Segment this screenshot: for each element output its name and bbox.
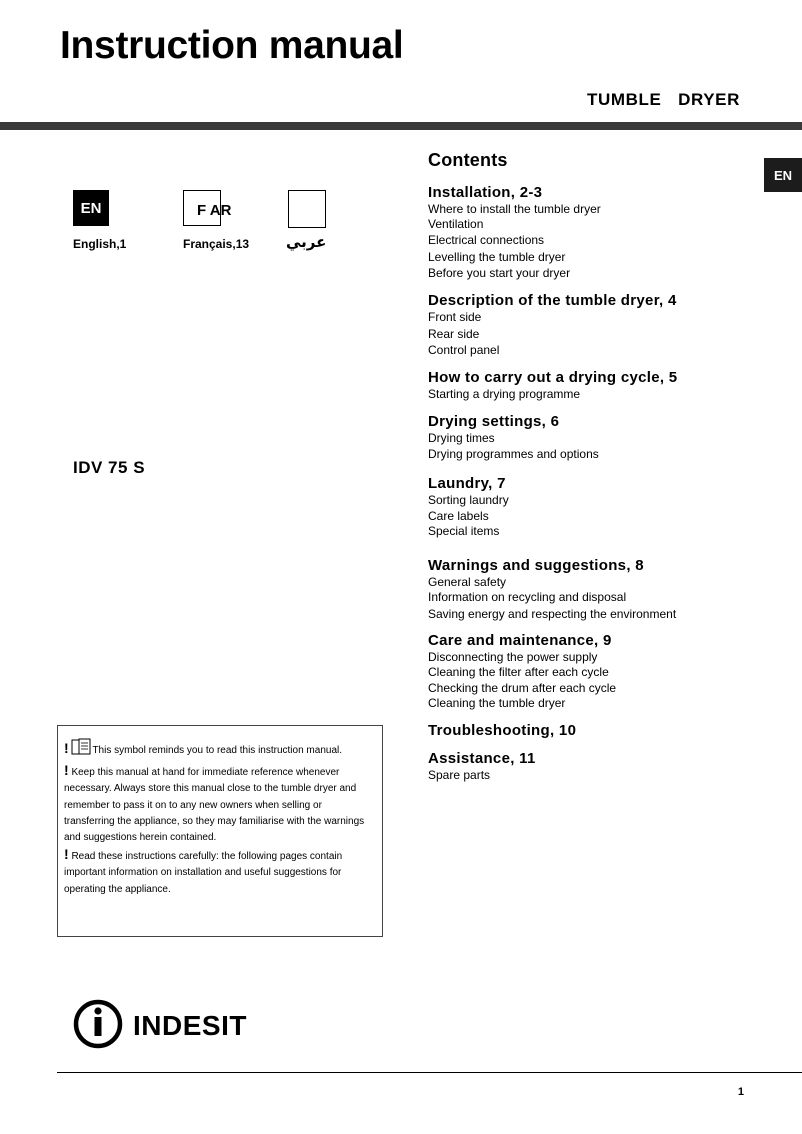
notice-box [57, 725, 383, 937]
toc-heading[interactable]: Warnings and suggestions, 8 [428, 556, 644, 574]
toc-item[interactable]: Disconnecting the power supply [428, 649, 598, 664]
table-of-contents [428, 150, 768, 792]
header-divider [0, 122, 802, 130]
warning-mark: ! [64, 740, 69, 756]
toc-section-drying-settings [428, 412, 768, 463]
toc-heading[interactable]: Laundry, 7 [428, 475, 506, 493]
notice-text: Read these instructions carefully: the following pages contain important information on installation and useful suggestions for operating the appliance. [64, 851, 343, 895]
product-type: TUMBLE DRYER [587, 90, 740, 109]
toc-heading[interactable]: Description of the tumble dryer, 4 [428, 292, 677, 310]
notice-paragraph [64, 762, 375, 846]
notice-paragraph [64, 738, 375, 762]
language-fr-code: F AR [197, 202, 232, 219]
toc-item[interactable]: Checking the drum after each cycle [428, 680, 617, 695]
language-ar-box[interactable] [288, 190, 326, 228]
toc-item[interactable]: Rear side [428, 327, 480, 342]
manual-book-icon [71, 738, 91, 762]
toc-heading[interactable]: How to carry out a drying cycle, 5 [428, 369, 678, 387]
toc-item[interactable]: Control panel [428, 342, 500, 357]
contents-title: Contents [428, 150, 508, 170]
toc-item[interactable]: Levelling the tumble dryer [428, 250, 566, 265]
toc-section-assistance [428, 749, 768, 783]
toc-heading[interactable]: Care and maintenance, 9 [428, 631, 612, 649]
toc-item[interactable]: Drying programmes and options [428, 447, 599, 462]
toc-item[interactable]: Spare parts [428, 767, 491, 782]
toc-item[interactable]: Front side [428, 310, 482, 325]
toc-heading[interactable]: Installation, 2-3 [428, 184, 543, 201]
toc-item[interactable]: Care labels [428, 508, 489, 523]
toc-item[interactable]: Where to install the tumble dryer [428, 202, 601, 216]
toc-item[interactable]: Ventilation [428, 217, 484, 232]
warning-mark: ! [64, 846, 69, 863]
toc-item[interactable]: Cleaning the filter after each cycle [428, 665, 609, 680]
toc-item[interactable]: Starting a drying programme [428, 387, 581, 402]
warning-mark: ! [64, 762, 69, 779]
toc-item[interactable]: Drying times [428, 430, 495, 445]
language-fr-label: Français,13 [183, 237, 250, 251]
toc-section-warnings [428, 556, 768, 622]
toc-item[interactable]: Sorting laundry [428, 493, 509, 508]
notice-text: Keep this manual at hand for immediate reference whenever necessary. Always store this manual close to the tumble dryer and remember to pass it on to any new owners when selling or transferring the appliance, so they may familiarise with the warnings and suggestions herein contained. [64, 767, 365, 844]
language-tab[interactable]: EN [764, 158, 802, 192]
toc-heading[interactable]: Troubleshooting, 10 [428, 721, 577, 739]
notice-paragraph [64, 846, 375, 898]
model-number: IDV 75 S [73, 458, 146, 477]
toc-item[interactable]: Saving energy and respecting the environment [428, 606, 677, 621]
toc-section-troubleshooting [428, 721, 768, 740]
toc-section-installation [428, 183, 768, 281]
toc-item[interactable]: Information on recycling and disposal [428, 590, 627, 605]
language-en-box[interactable]: EN [73, 190, 109, 226]
notice-text: This symbol reminds you to read this instruction manual. [92, 745, 343, 756]
indesit-logo [73, 998, 273, 1055]
toc-item[interactable]: General safety [428, 574, 507, 589]
toc-heading[interactable]: Assistance, 11 [428, 749, 536, 767]
language-en-label: English,1 [73, 237, 127, 251]
toc-item[interactable]: Special items [428, 524, 500, 539]
toc-section-description [428, 291, 768, 358]
language-ar-label: عربي [286, 234, 327, 251]
brand-name: INDESIT [133, 1010, 247, 1041]
footer-divider [57, 1072, 802, 1073]
toc-heading[interactable]: Drying settings, 6 [428, 412, 560, 430]
toc-item[interactable]: Cleaning the tumble dryer [428, 696, 566, 711]
page-title: Instruction manual [60, 24, 404, 67]
toc-section-drying-cycle [428, 368, 768, 402]
toc-section-care [428, 631, 768, 712]
toc-item[interactable]: Before you start your dryer [428, 265, 571, 280]
page-number: 1 [737, 1086, 744, 1098]
toc-item[interactable]: Electrical connections [428, 232, 545, 247]
toc-section-laundry [428, 474, 768, 539]
